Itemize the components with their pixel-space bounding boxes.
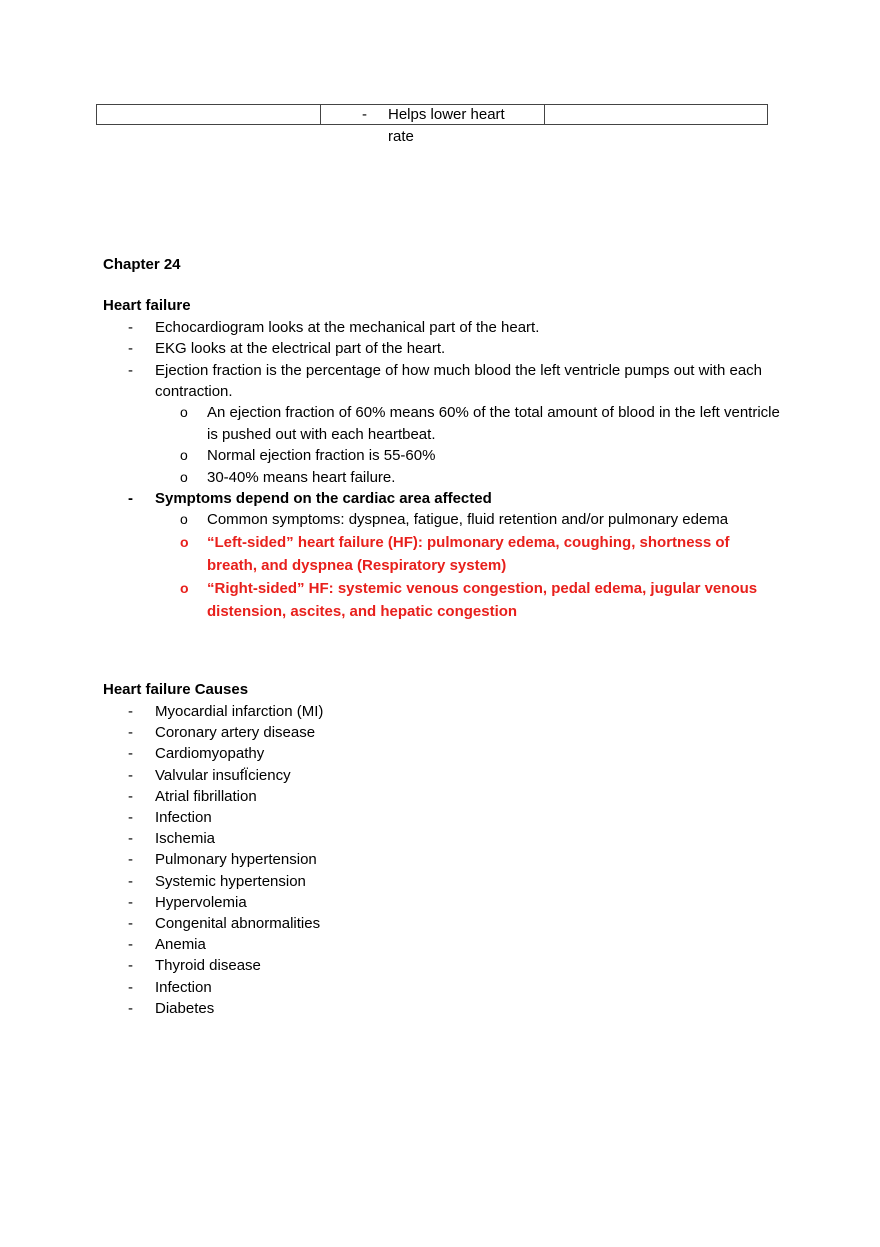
dash-bullet: -	[128, 340, 133, 358]
list-item-text: Myocardial infarction (MI)	[155, 703, 324, 720]
ejection-fraction-sublist	[155, 402, 783, 488]
list-item	[103, 934, 783, 955]
list-item	[103, 722, 783, 743]
dash-bullet: -	[128, 703, 133, 720]
list-item	[103, 765, 783, 786]
sub-list-item-text: “Left-sided” heart failure (HF): pulmonary edema, coughing, shortness of breath, and dyspnea (Respiratory system)	[207, 533, 730, 574]
dash-bullet: -	[128, 851, 133, 869]
list-item-text: Echocardiogram looks at the mechanical part of the heart.	[155, 319, 540, 336]
list-item	[103, 998, 783, 1019]
sub-list-item-text: 30-40% means heart failure.	[207, 468, 396, 486]
list-item	[103, 977, 783, 998]
list-item-text: Ejection fraction is the percentage of how much blood the left ventricle pumps out with each contraction.	[155, 361, 763, 400]
list-item-text: Thyroid disease	[155, 957, 261, 975]
circle-bullet: o	[180, 511, 188, 528]
list-item	[103, 743, 783, 764]
list-item-text: Hypervolemia	[155, 893, 247, 911]
circle-bullet: o	[180, 533, 189, 550]
table-cell-value: Helps lower heart rate	[388, 106, 505, 145]
dash-bullet: -	[128, 809, 133, 827]
list-item	[103, 955, 783, 976]
list-item-text: Atrial fibrillation	[155, 787, 257, 805]
dash-bullet: -	[128, 915, 133, 933]
list-item	[103, 828, 783, 849]
list-item	[103, 892, 783, 913]
circle-bullet: o	[180, 579, 189, 596]
list-item-text: Infection	[155, 978, 212, 996]
dash-bullet: -	[362, 106, 367, 123]
list-item-text: Ischemia	[155, 830, 216, 848]
heart-failure-section	[103, 295, 783, 623]
list-item-text: Diabetes	[155, 999, 215, 1017]
dash-bullet: -	[128, 957, 133, 975]
circle-bullet: o	[180, 468, 188, 485]
list-item-text: Valvular insufÏciency	[155, 766, 291, 784]
sub-list-item	[155, 467, 783, 489]
dash-bullet: -	[128, 745, 133, 763]
list-item-text: Congenital abnormalities	[155, 915, 321, 933]
list-item	[103, 871, 783, 892]
dash-bullet: -	[128, 999, 133, 1017]
list-item	[103, 849, 783, 870]
chapter-title: Chapter 24	[103, 256, 181, 273]
circle-bullet: o	[180, 447, 188, 464]
sub-list-item-text: “Right-sided” HF: systemic venous congestion, pedal edema, jugular venous distension, ascites, and hepatic congestion	[207, 579, 758, 620]
list-item	[103, 913, 783, 934]
sub-list-item-text: An ejection fraction of 60% means 60% of the total amount of blood in the left ventricle is pushed out with each heartbeat.	[207, 404, 780, 443]
circle-bullet: o	[180, 404, 188, 421]
section-heading: Heart failure Causes	[103, 681, 249, 698]
list-item-text: Infection	[155, 809, 212, 827]
dash-bullet: -	[128, 830, 133, 848]
list-item-text: Symptoms depend on the cardiac area affected	[155, 490, 492, 508]
causes-list	[103, 701, 783, 1019]
section-heading: Heart failure	[103, 297, 191, 314]
sub-list-item-text: Normal ejection fraction is 55-60%	[207, 447, 436, 465]
heart-failure-list	[103, 317, 783, 623]
dash-bullet: -	[128, 490, 133, 508]
sub-list-item	[155, 445, 783, 467]
dash-bullet: -	[128, 766, 133, 784]
list-item-text: Coronary artery disease	[155, 724, 316, 742]
list-item	[103, 701, 783, 722]
causes-section	[103, 679, 783, 1019]
symptoms-sublist	[155, 509, 783, 623]
list-item	[103, 807, 783, 828]
list-item-text: Pulmonary hypertension	[155, 851, 317, 869]
dash-bullet: -	[128, 893, 133, 911]
dash-bullet: -	[128, 872, 133, 890]
list-item	[103, 317, 783, 338]
list-item	[103, 488, 783, 623]
dash-bullet: -	[128, 978, 133, 996]
list-item	[103, 786, 783, 807]
list-item-text: Systemic hypertension	[155, 872, 306, 890]
dash-bullet: -	[128, 361, 133, 379]
list-item-text: Anemia	[155, 936, 206, 954]
list-item-text: Cardiomyopathy	[155, 745, 265, 763]
dash-bullet: -	[128, 787, 133, 805]
list-item-text: EKG looks at the electrical part of the heart.	[155, 340, 446, 358]
dash-bullet: -	[128, 724, 133, 742]
list-item	[103, 338, 783, 359]
sub-list-item-left-sided	[155, 531, 783, 577]
dash-bullet: -	[128, 319, 133, 336]
dash-bullet: -	[128, 936, 133, 954]
sub-list-item	[155, 509, 783, 531]
sub-list-item	[155, 402, 783, 445]
sub-list-item-right-sided	[155, 577, 783, 623]
sub-list-item-text: Common symptoms: dyspnea, fatigue, fluid retention and/or pulmonary edema	[207, 511, 729, 529]
table-cell-1	[97, 105, 321, 124]
table-cell-3	[545, 105, 767, 124]
list-item	[103, 360, 783, 489]
